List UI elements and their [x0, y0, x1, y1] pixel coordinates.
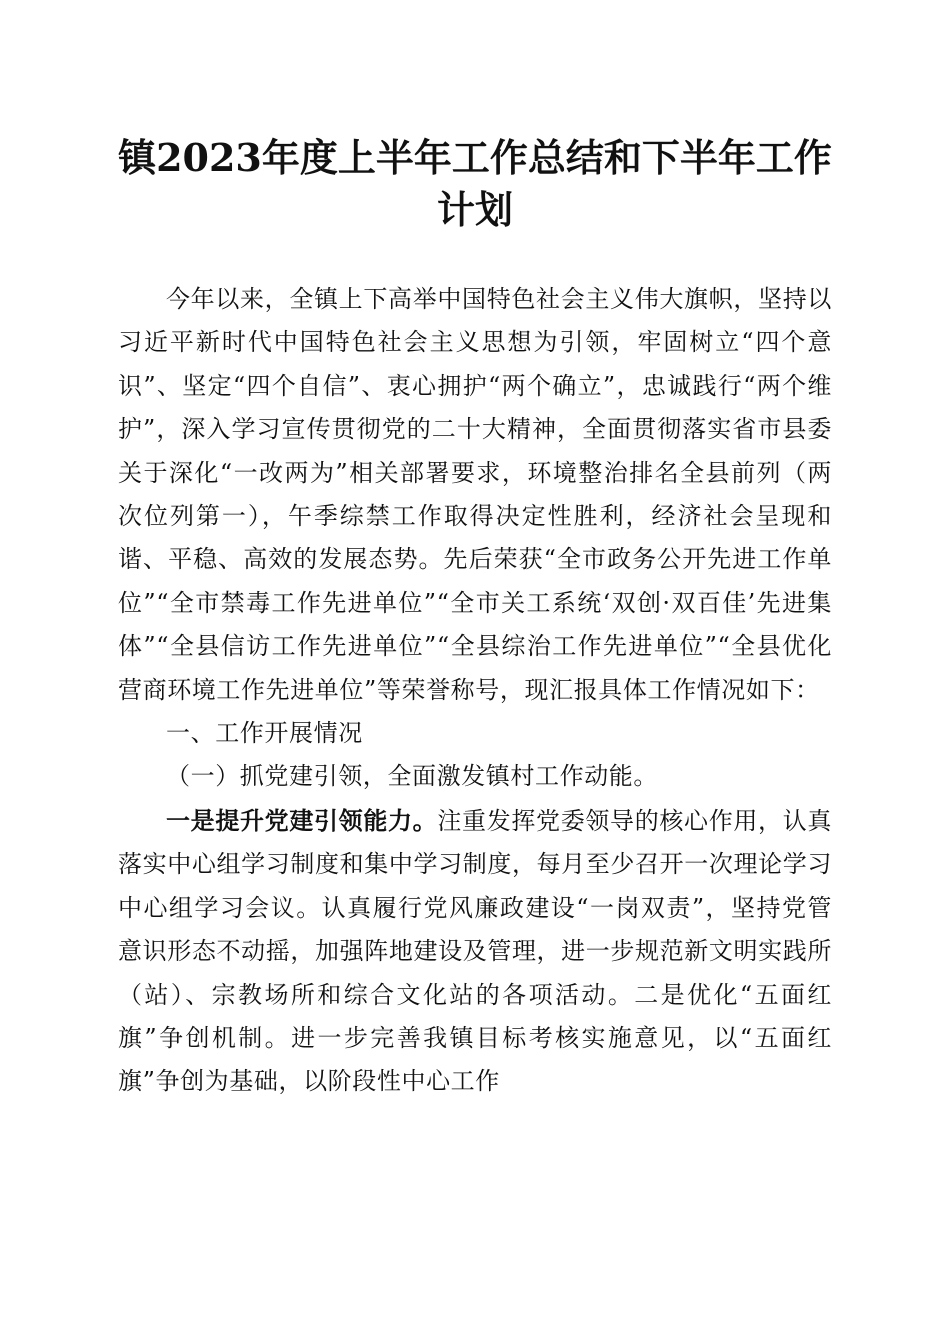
document-body	[118, 278, 832, 1104]
paragraph-1	[118, 799, 832, 1104]
paragraph-1-lead: 一是提升党建引领能力。	[166, 805, 438, 835]
document-title: 镇2023年度上半年工作总结和下半年工作计划	[118, 135, 832, 232]
intro-paragraph: 今年以来，全镇上下高举中国特色社会主义伟大旗帜，坚持以习近平新时代中国特色社会主义思想为引领，牢固树立“四个意识”、坚定“四个自信”、衷心拥护“两个确立”，忠诚践行“两个维护”，深入学习宣传贯彻党的二十大精神，全面贯彻落实省市县委关于深化“一改两为”相关部署要求，环境整治排名全县前列（两次位列第一），午季综禁工作取得决定性胜利，经济社会呈现和谐、平稳、高效的发展态势。先后荣获“全市政务公开先进工作单位”“全市禁毒工作先进单位”“全市关工系统‘双创·双百佳’先进集体”“全县信访工作先进单位”“全县综治工作先进单位”“全县优化营商环境工作先进单位”等荣誉称号，现汇报具体工作情况如下：	[118, 285, 832, 704]
subsection-heading-1: （一）抓党建引领，全面激发镇村工作动能。	[166, 762, 658, 791]
paragraph-1-text: 注重发挥党委领导的核心作用，认真落实中心组学习制度和集中学习制度，每月至少召开一次理论学习中心组学习会议。认真履行党风廉政建设“一岗双责”，坚持党管意识形态不动摇，加强阵地建设及管理，进一步规范新文明实践所（站）、宗教场所和综合文化站的各项活动。二是优化“五面红旗”争创机制。进一步完善我镇目标考核实施意见，以“五面红旗”争创为基础，以阶段性中心工作	[118, 806, 832, 1096]
section-heading-1: 一、工作开展情况	[166, 719, 363, 748]
